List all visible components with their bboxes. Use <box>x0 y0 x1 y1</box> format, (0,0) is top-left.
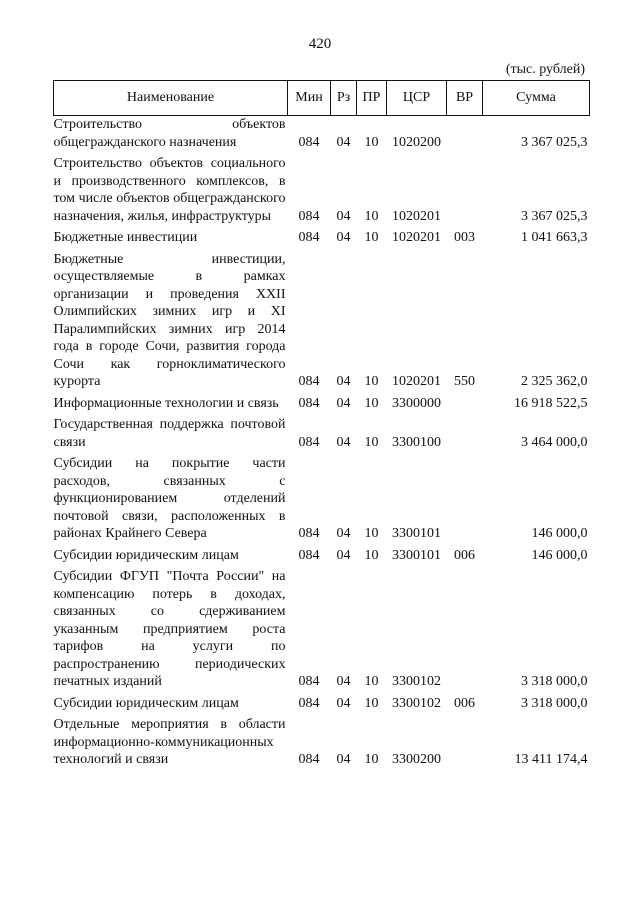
row-sum: 2 325 362,0 <box>521 374 588 389</box>
row-pr: 10 <box>364 695 379 711</box>
page-number: 420 <box>308 36 332 52</box>
row-csr: 1020201 <box>392 230 441 245</box>
row-name: Субсидии ФГУП "Почта России" на компенсацию потерь в доходах, связанных со сдерживанием указанным предприятием роста тарифов на услуги по распространению периодических печатных изданий <box>53 569 286 689</box>
row-pr: 10 <box>364 674 379 689</box>
row-sum: 3 318 000,0 <box>521 695 588 711</box>
table-row <box>54 395 590 417</box>
budget-table <box>53 80 590 773</box>
row-vr: 550 <box>454 374 475 389</box>
row-pr: 10 <box>364 434 379 450</box>
row-rz: 04 <box>336 674 351 689</box>
row-min: 084 <box>298 374 320 389</box>
header-vr: ВР <box>447 81 483 116</box>
row-min: 084 <box>298 230 320 245</box>
table-row <box>54 695 590 717</box>
header-csr: ЦСР <box>387 81 447 116</box>
row-sum: 13 411 174,4 <box>514 752 588 767</box>
table-body <box>54 116 590 773</box>
row-vr <box>447 155 483 229</box>
row-csr: 3300101 <box>392 547 441 563</box>
row-min: 084 <box>298 547 320 563</box>
row-csr: 3300101 <box>392 526 441 541</box>
row-sum: 3 367 025,3 <box>521 208 588 224</box>
row-name: Строительство объектов социального и производственного комплексов, в том числе объектов общегражданского назначения, жилья, инфраструктуры <box>53 156 286 224</box>
table-row <box>54 229 590 251</box>
row-vr <box>447 116 483 156</box>
row-name: Информационные технологии и связь <box>53 395 279 411</box>
row-min: 084 <box>298 134 320 150</box>
row-pr: 10 <box>364 752 379 767</box>
row-min: 084 <box>298 526 320 541</box>
row-min: 084 <box>298 395 320 411</box>
row-pr: 10 <box>364 526 379 541</box>
row-pr: 10 <box>364 395 379 411</box>
units-label: (тыс. рублей) <box>505 62 585 77</box>
row-rz: 04 <box>336 395 351 411</box>
row-rz: 04 <box>336 752 351 767</box>
row-min: 084 <box>298 695 320 711</box>
row-sum: 16 918 522,5 <box>514 395 588 411</box>
header-pr: ПР <box>357 81 387 116</box>
row-sum: 3 464 000,0 <box>521 434 588 450</box>
row-name: Субсидии юридическим лицам <box>53 547 239 563</box>
row-vr <box>447 455 483 547</box>
header-name: Наименование <box>54 81 288 116</box>
row-vr <box>447 395 483 417</box>
row-sum: 1 041 663,3 <box>521 230 588 245</box>
row-csr: 1020200 <box>392 134 441 150</box>
table-row <box>54 416 590 455</box>
row-vr: 006 <box>454 695 475 711</box>
row-min: 084 <box>298 752 320 767</box>
row-csr: 3300102 <box>392 695 441 711</box>
table-row <box>54 568 590 695</box>
row-name: Отдельные мероприятия в области информационно-коммуникационных технологий и связи <box>53 717 286 767</box>
row-csr: 3300000 <box>392 395 441 411</box>
row-csr: 1020201 <box>392 374 441 389</box>
table-row <box>54 155 590 229</box>
table-row <box>54 455 590 547</box>
row-vr <box>447 568 483 695</box>
row-csr: 3300100 <box>392 434 441 450</box>
row-vr: 003 <box>454 230 475 245</box>
row-csr: 3300200 <box>392 752 441 767</box>
row-vr <box>447 416 483 455</box>
table-row <box>54 116 590 156</box>
row-vr <box>447 716 483 773</box>
row-name: Государственная поддержка почтовой связи <box>53 417 286 450</box>
row-sum: 3 318 000,0 <box>521 674 588 689</box>
table-row <box>54 251 590 395</box>
header-sum: Сумма <box>483 81 590 116</box>
row-name: Субсидии на покрытие части расходов, связанных с функционированием отделений почтовой связи, расположенных в районах Крайнего Севера <box>53 456 286 541</box>
row-pr: 10 <box>364 230 379 245</box>
row-rz: 04 <box>336 695 351 711</box>
row-sum: 146 000,0 <box>531 526 588 541</box>
row-rz: 04 <box>336 374 351 389</box>
row-vr: 006 <box>454 547 475 563</box>
row-rz: 04 <box>336 434 351 450</box>
row-sum: 146 000,0 <box>531 547 588 563</box>
row-min: 084 <box>298 208 320 224</box>
row-rz: 04 <box>336 230 351 245</box>
header-min: Мин <box>288 81 331 116</box>
row-pr: 10 <box>364 547 379 563</box>
row-name: Строительство объектов общегражданского назначения <box>53 117 286 150</box>
row-min: 084 <box>298 674 320 689</box>
row-rz: 04 <box>336 547 351 563</box>
row-sum: 3 367 025,3 <box>521 134 588 150</box>
table-row <box>54 716 590 773</box>
row-name: Бюджетные инвестиции <box>53 230 198 245</box>
row-csr: 3300102 <box>392 674 441 689</box>
row-rz: 04 <box>336 208 351 224</box>
table-header-row <box>54 81 590 116</box>
row-pr: 10 <box>364 374 379 389</box>
row-rz: 04 <box>336 134 351 150</box>
header-rz: Рз <box>331 81 357 116</box>
row-csr: 1020201 <box>392 208 441 224</box>
row-name: Субсидии юридическим лицам <box>53 695 239 711</box>
row-min: 084 <box>298 434 320 450</box>
row-rz: 04 <box>336 526 351 541</box>
row-name: Бюджетные инвестиции, осуществляемые в рамках организации и проведения XXII Олимпийских зимних игр и XI Паралимпийских зимних игр 2014 года в городе Сочи, развития города Сочи как горноклиматического курорта <box>53 251 286 389</box>
row-pr: 10 <box>364 208 379 224</box>
table-row <box>54 547 590 569</box>
row-pr: 10 <box>364 134 379 150</box>
